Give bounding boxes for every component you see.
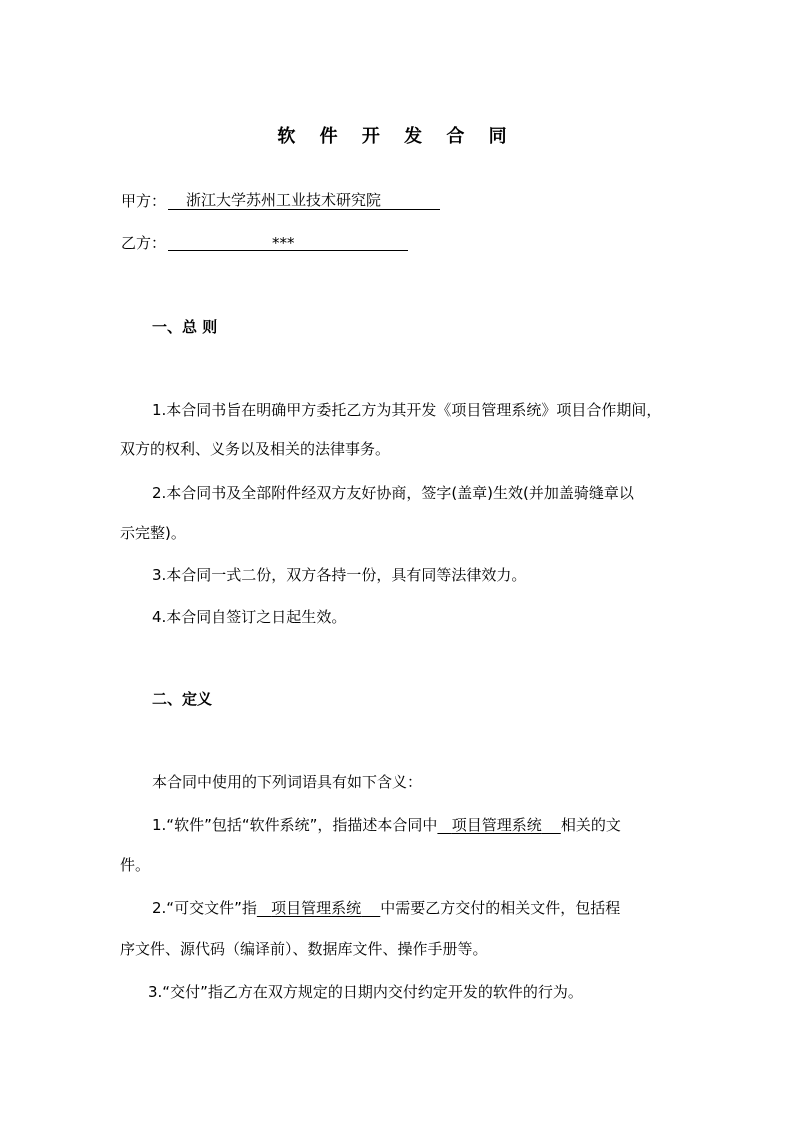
definitions-intro: 本合同中使用的下列词语具有如下含义：: [152, 773, 423, 791]
definition-blank: 项目管理系统: [271, 899, 362, 917]
paragraph-line: 示完整)。: [120, 524, 186, 542]
party-b-value: ***: [272, 234, 295, 252]
paragraph-line: 序文件、源代码（编译前）、数据库文件、操作手册等。: [120, 940, 488, 958]
paragraph-line: 4.本合同自签订之日起生效。: [152, 608, 347, 626]
definition-text: 相关的文: [560, 816, 621, 834]
party-a-label: 甲方：: [121, 192, 167, 210]
section-heading-general: 一、总 则: [152, 318, 218, 336]
definition-blank: 项目管理系统: [451, 816, 542, 834]
definition-text: 2.“可交文件”指: [152, 899, 257, 917]
paragraph-line: 件。: [120, 856, 151, 874]
definition-text: 中需要乙方交付的相关文件，包括程: [380, 899, 621, 917]
paragraph-line: 2.本合同书及全部附件经双方友好协商，签字(盖章)生效(并加盖骑缝章以: [152, 484, 634, 502]
paragraph-line: 双方的权利、义务以及相关的法律事务。: [120, 440, 391, 458]
party-a-underline: [168, 209, 440, 210]
definition-item: [152, 816, 621, 834]
party-b-label: 乙方：: [121, 234, 167, 252]
definition-text: 1.“软件”包括“软件系统”，指描述本合同中: [152, 816, 438, 834]
paragraph-line: 1.本合同书旨在明确甲方委托乙方为其开发《项目管理系统》项目合作期间，: [152, 401, 662, 419]
definition-item: 3.“交付”指乙方在双方规定的日期内交付约定开发的软件的行为。: [148, 983, 583, 1001]
section-heading-definitions: 二、定义: [152, 690, 213, 708]
paragraph-line: 3.本合同一式二份，双方各持一份，具有同等法律效力。: [152, 566, 527, 584]
document-title: 软 件 开 发 合 同: [277, 126, 516, 147]
definition-item: [152, 899, 620, 917]
party-a-value: 浙江大学苏州工业技术研究院: [186, 191, 382, 209]
